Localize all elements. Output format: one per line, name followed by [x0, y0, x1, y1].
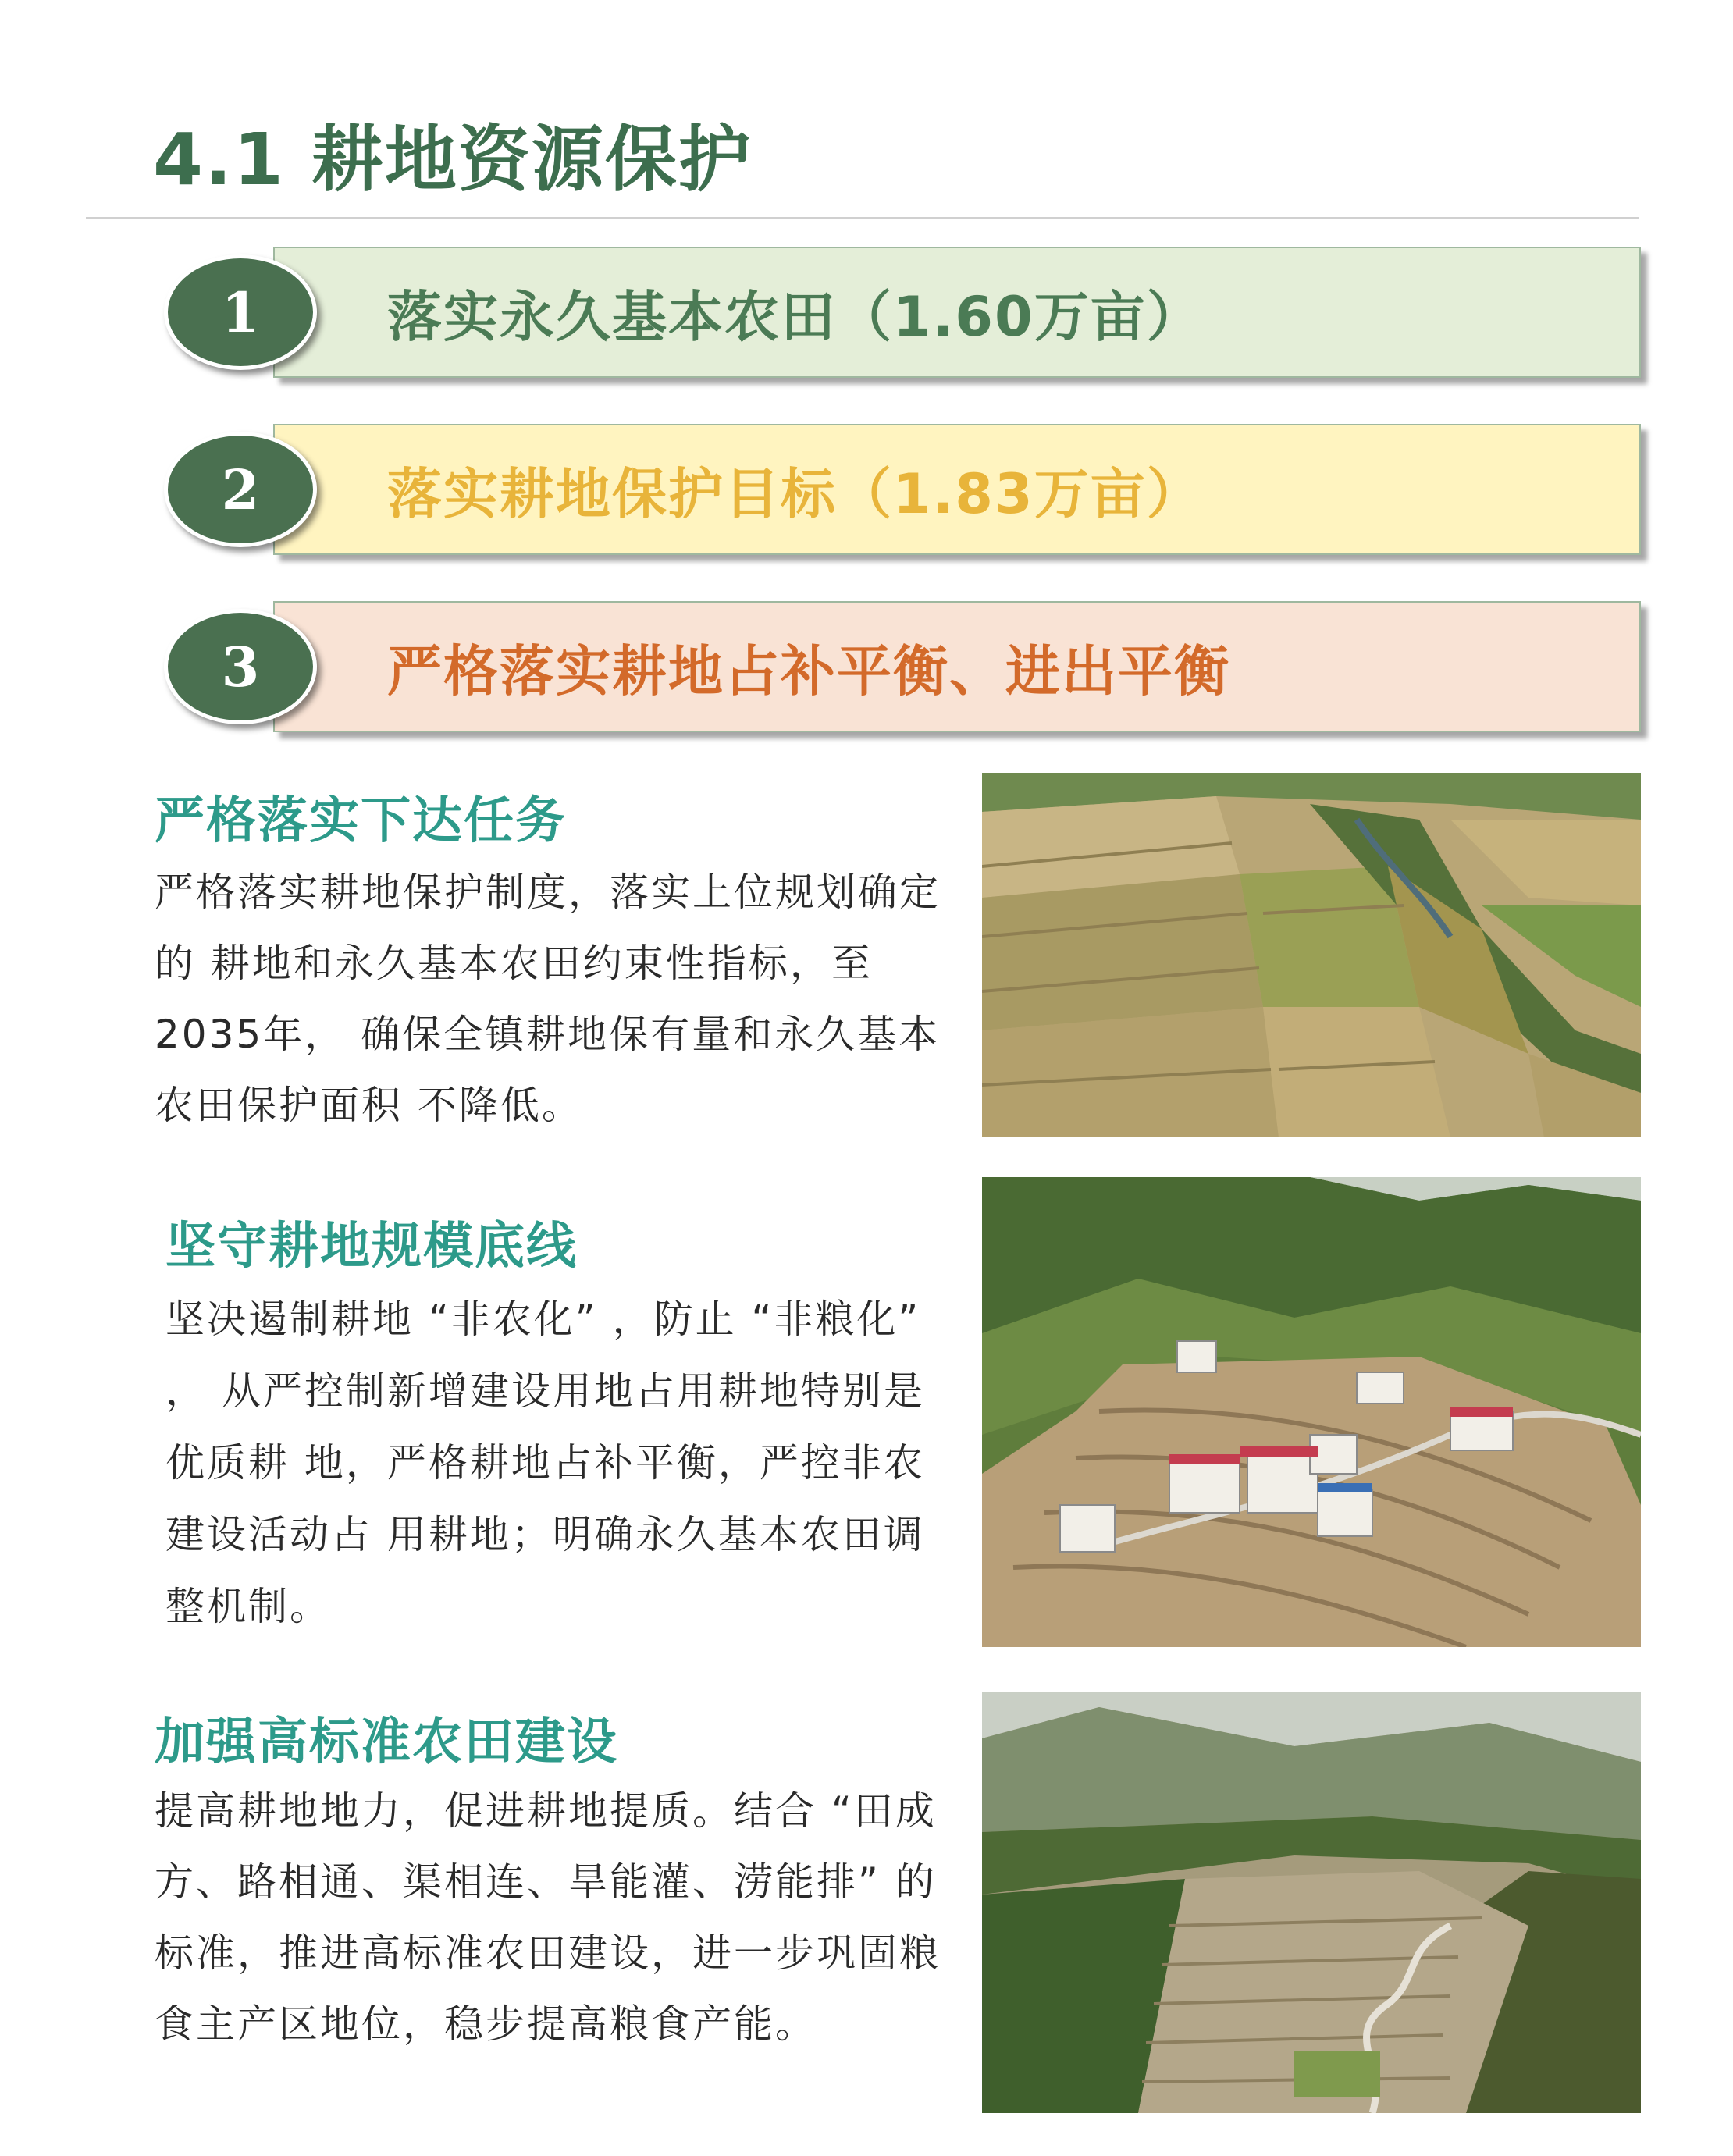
farmland-photo [982, 773, 1641, 1137]
target-number-badge-1: 1 [164, 254, 317, 370]
target-text-1: 落实永久基本农田（1.60万亩） [387, 284, 1203, 349]
section-title-3: 加强高标准农田建设 [155, 1713, 618, 1771]
target-box-3 [273, 601, 1641, 732]
section-body-1: 严格落实耕地保护制度，落实上位规划确定的 耕地和永久基本农田约束性指标，至2035年， 确保全镇耕地保有量和永久基本农田保护面积 不降低。 [155, 870, 941, 1128]
section-title-1: 严格落实下达任务 [155, 792, 567, 850]
section-body-2: 坚决遏制耕地 “非农化” ，防止 “非粮化” ， 从严控制新增建设用地占用耕地特别是优质耕 地，严格耕地占补平衡，严控非农建设活动占 用耕地；明确永久基本农田调整机制。 [165, 1297, 925, 1629]
target-number-badge-3: 3 [164, 609, 317, 724]
page-title: 4.1 耕地资源保护 [153, 118, 753, 201]
target-text-2: 落实耕地保护目标（1.83万亩） [387, 461, 1203, 526]
target-box-2 [273, 424, 1641, 555]
target-number-badge-2: 2 [164, 432, 317, 547]
target-box-1 [273, 247, 1641, 378]
valley-farmland-photo [982, 1692, 1641, 2113]
village-hillside-photo [982, 1177, 1641, 1647]
section-title-2: 坚守耕地规模底线 [165, 1218, 578, 1275]
title-divider [86, 217, 1639, 219]
target-text-3: 严格落实耕地占补平衡、进出平衡 [387, 639, 1230, 703]
section-body-3: 提高耕地地力，促进耕地提质。结合 “田成方、路相通、渠相连、旱能灌、涝能排” 的标准，推进高标准农田建设，进一步巩固粮食主产区地位，稳步提高粮食产能。 [155, 1788, 941, 2047]
